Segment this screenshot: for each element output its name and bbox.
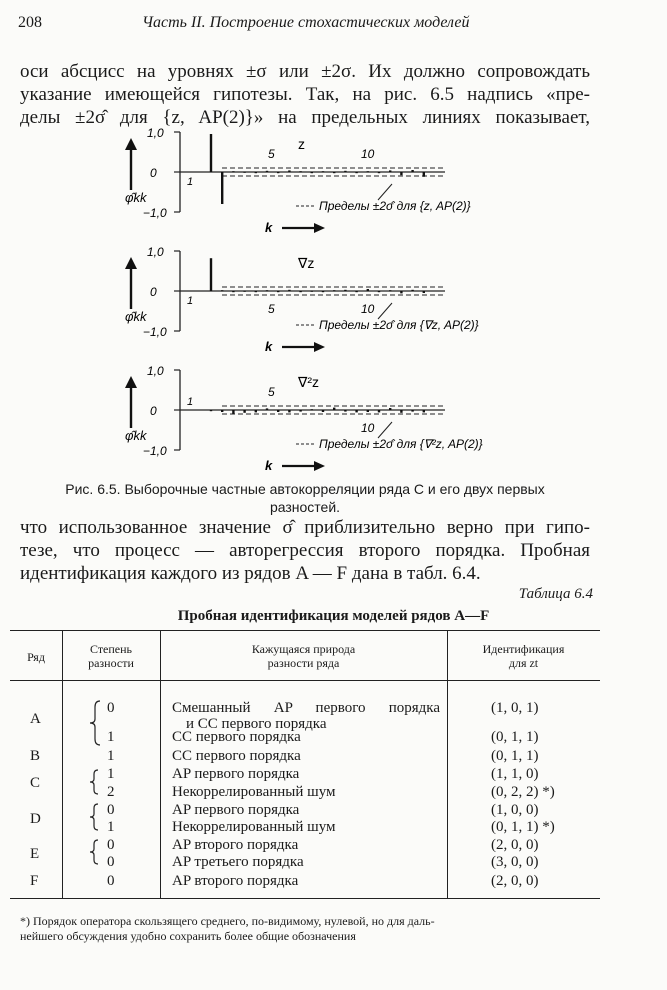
cell-nature: AP первого порядка [172, 766, 300, 782]
pacf-bar [367, 171, 369, 172]
x-axis-label: k [265, 220, 273, 235]
legend-pointer [378, 422, 392, 438]
cell-series: F [30, 873, 39, 889]
page-number: 208 [18, 14, 42, 31]
header-identification: Идентификация для zt [482, 642, 565, 670]
table-col-divider [160, 630, 161, 898]
pacf-bar [333, 290, 335, 291]
pacf-bar [288, 170, 290, 172]
pacf-bar [423, 410, 425, 412]
pacf-bar [423, 172, 425, 177]
pacf-bar [221, 290, 223, 291]
pacf-bar [400, 291, 402, 293]
text-line: делы ±2σ̂ для {z, AP(2)}» на предельных линиях показывает, [20, 107, 590, 128]
footnote [20, 914, 600, 944]
pacf-bar [243, 291, 245, 292]
pacf-bar [299, 410, 301, 412]
cell-nature: AP второго порядка [172, 873, 299, 889]
pacf-bar [311, 291, 313, 292]
y-tick-label: 1,0 [147, 126, 164, 140]
legend-pointer [378, 184, 392, 200]
lag-label: 10 [361, 302, 375, 316]
cell-nature: AP третьего порядка [172, 854, 304, 870]
y-tick-label: −1,0 [143, 206, 167, 220]
y-tick-label: 1,0 [147, 245, 164, 259]
identification-table [10, 630, 600, 900]
caption-line: Рис. 6.5. Выборочные частные автокорреляции ряда C и его двух первых [65, 481, 545, 497]
pacf-bar [344, 171, 346, 172]
pacf-bar [210, 134, 212, 172]
cell-identification: (1, 0, 1) [491, 700, 539, 716]
pacf-bar [355, 410, 357, 412]
y-tick-label: 0 [150, 404, 157, 418]
pacf-bar [367, 410, 369, 412]
running-head: Часть II. Построение стохастических моделей [142, 14, 470, 31]
footnote-line: *) Порядок оператора скользящего среднего, по-видимому, нулевой, но для даль- [20, 914, 435, 928]
legend-text: Пределы ±2σ̂ для {∇²z, AP(2)} [319, 437, 483, 451]
cell-nature: Смешанный AP первого порядка [172, 700, 440, 716]
y-arrow-head [125, 138, 137, 150]
pacf-bar [322, 410, 324, 412]
pacf-bar [367, 289, 369, 291]
pacf-bar [288, 290, 290, 291]
header-nature: Кажущаяся природа разности ряда [251, 642, 356, 670]
x-axis-label: k [265, 339, 273, 354]
brace-e [90, 840, 98, 864]
cell-series: B [30, 748, 41, 764]
header-degree: Степень разности [88, 642, 134, 670]
y-arrow-head [125, 376, 137, 388]
pacf-bar [389, 408, 391, 410]
cell-identification: (1, 1, 0) [491, 766, 539, 782]
brace-a [90, 701, 100, 745]
pacf-bar [277, 172, 279, 173]
cell-degree: 1 [107, 729, 115, 745]
cell-identification: (0, 1, 1) [491, 748, 539, 764]
pacf-bar [210, 258, 212, 291]
pacf-bar [389, 290, 391, 291]
cell-degree: 0 [107, 802, 115, 818]
x-arrow-head [314, 461, 325, 471]
pacf-bar [221, 172, 223, 204]
pacf-bar [400, 410, 402, 413]
cell-identification: (3, 0, 0) [491, 854, 539, 870]
pacf-bar [277, 410, 279, 412]
table-label: Таблица 6.4 [518, 586, 593, 602]
pacf-bar [411, 290, 413, 291]
cell-identification: (1, 0, 0) [491, 802, 539, 818]
pacf-bar [333, 408, 335, 410]
lag-label: 5 [268, 147, 275, 161]
brace-c [90, 770, 98, 794]
pacf-bar [266, 408, 268, 410]
pacf-bar [266, 290, 268, 291]
cell-identification: (2, 0, 0) [491, 873, 539, 889]
paragraph-after-figure [20, 516, 590, 585]
pacf-bar [299, 291, 301, 292]
pacf-bar [378, 291, 380, 292]
pacf-bar [389, 170, 391, 172]
cell-series: D [30, 811, 41, 827]
cell-degree: 1 [107, 766, 115, 782]
x-arrow-head [314, 223, 325, 233]
y-axis-label: φ̂kk [125, 309, 147, 324]
cell-series: E [30, 846, 40, 862]
lag-label: 1 [187, 176, 194, 188]
pacf-bar [232, 171, 234, 172]
cell-degree: 1 [107, 819, 115, 835]
x-arrow-head [314, 342, 325, 352]
cell-nature: Некоррелированный шум [172, 784, 336, 800]
cell-nature: CC первого порядка [172, 748, 301, 764]
panel-title: ∇z [298, 255, 315, 271]
cell-nature: и CC первого порядка [186, 716, 327, 732]
lag-label: 5 [268, 302, 275, 316]
cell-series: A [30, 711, 41, 727]
pacf-bar [311, 409, 313, 410]
pacf-bar [243, 410, 245, 413]
lag-label: 5 [268, 385, 275, 399]
cell-identification: (2, 0, 0) [491, 837, 539, 853]
figure-caption [20, 480, 590, 516]
y-arrow-head [125, 257, 137, 269]
pacf-bar [355, 172, 357, 173]
text-line: оси абсцисс на уровнях ±σ или ±2σ. Их должно сопровождать [20, 61, 590, 82]
lag-label: 1 [187, 396, 194, 408]
lag-label: 1 [187, 295, 194, 307]
pacf-bar [299, 171, 301, 172]
pacf-bar [277, 291, 279, 292]
footnote-line: нейшего обсуждения удобно сохранить более общие обозначения [20, 929, 356, 943]
cell-degree: 0 [107, 854, 115, 870]
text-line: указание имеющейся гипотезы. Так, на рис. 6.5 надпись «пре- [20, 84, 590, 105]
cell-identification: (0, 2, 2) *) [491, 784, 555, 800]
y-axis-label: φ̂kk [125, 428, 147, 443]
pacf-bar [344, 290, 346, 291]
cell-degree: 0 [107, 700, 115, 716]
cell-identification: (0, 1, 1) *) [491, 819, 555, 835]
cell-nature: AP первого порядка [172, 802, 300, 818]
pacf-bar [355, 291, 357, 292]
cell-series: C [30, 775, 41, 791]
legend-pointer [378, 303, 392, 319]
pacf-bar [322, 171, 324, 172]
y-tick-label: 1,0 [147, 364, 164, 378]
pacf-bar [322, 291, 324, 292]
legend-text: Пределы ±2σ̂ для {z, AP(2)} [319, 199, 471, 213]
y-tick-label: 0 [150, 285, 157, 299]
cell-degree: 0 [107, 873, 115, 889]
figure-pacf [0, 0, 667, 480]
panel-title: z [298, 136, 305, 152]
text-line: идентификация каждого из рядов A — F дана в табл. 6.4. [20, 563, 481, 584]
text-line: что использованное значение σ̂ приблизительно верно при гипо- [20, 517, 590, 538]
pacf-bar [400, 172, 402, 175]
panel-title: ∇²z [298, 374, 320, 390]
y-tick-label: −1,0 [143, 325, 167, 339]
table-title: Пробная идентификация моделей рядов A—F [177, 608, 490, 624]
caption-line: разностей. [269, 499, 341, 515]
y-tick-label: 0 [150, 166, 157, 180]
text-line: тезе, что процесс — авторегрессия второго порядка. Пробная [20, 540, 590, 561]
legend-text: Пределы ±2σ̂ для {∇z, AP(2)} [319, 318, 479, 332]
pacf-bar [288, 410, 290, 412]
x-axis-label: k [265, 458, 273, 473]
header-series: Ряд [27, 650, 45, 664]
pacf-bar [266, 171, 268, 172]
pacf-bar [378, 172, 380, 173]
lag-label: 10 [361, 147, 375, 161]
pacf-bar [411, 170, 413, 172]
pacf-bar [411, 410, 413, 412]
cell-nature: Некоррелированный шум [172, 819, 336, 835]
pacf-bar [221, 410, 223, 412]
pacf-bar [378, 410, 380, 412]
pacf-bar [243, 172, 245, 173]
pacf-bar [210, 410, 212, 411]
y-axis-label: φ̂kk [125, 190, 147, 205]
pacf-bar [232, 410, 234, 414]
table-rule-bottom [10, 898, 600, 899]
cell-nature: AP второго порядка [172, 837, 299, 853]
cell-degree: 2 [107, 784, 115, 800]
cell-nature: CC первого порядка [172, 729, 301, 745]
brace-d [90, 804, 98, 830]
y-tick-label: −1,0 [143, 444, 167, 458]
pacf-bar [311, 172, 313, 173]
pacf-bar [255, 410, 257, 412]
pacf-bar [423, 291, 425, 293]
cell-identification: (0, 1, 1) [491, 729, 539, 745]
cell-degree: 1 [107, 748, 115, 764]
pacf-bar [255, 172, 257, 173]
pacf-bar [232, 291, 234, 292]
table-col-divider [447, 630, 448, 898]
pacf-bar [255, 291, 257, 292]
lag-label: 10 [361, 421, 375, 435]
pacf-bar [333, 172, 335, 173]
cell-degree: 0 [107, 837, 115, 853]
pacf-bar [344, 410, 346, 412]
